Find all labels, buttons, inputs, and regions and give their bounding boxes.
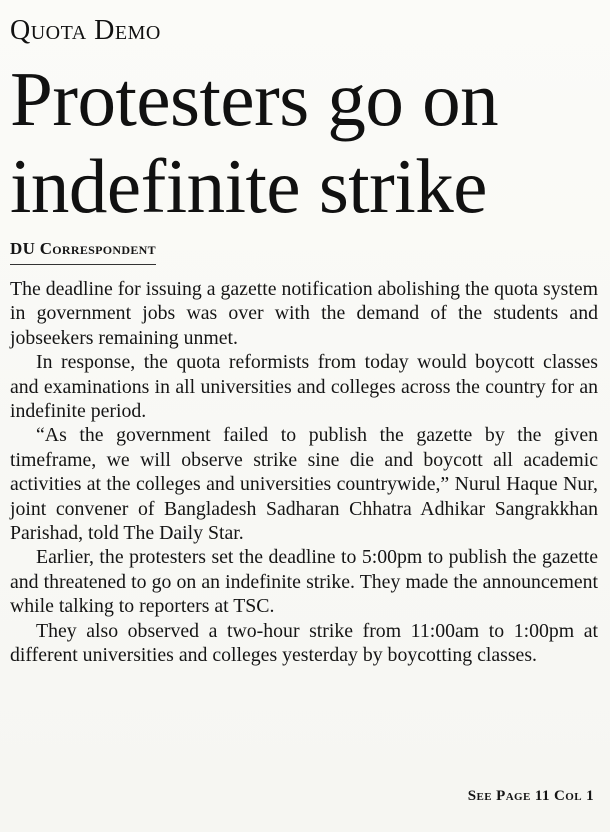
paragraph: The deadline for issuing a gazette notification abolishing the quota system in government jobs was over with the demand of the students and jobseekers remaining unmet. <box>10 278 598 349</box>
continued-on-page-note: See Page 11 Col 1 <box>467 788 594 804</box>
section-kicker: Quota Demo <box>10 15 161 46</box>
paragraph: They also observed a two-hour strike from 11:00am to 1:00pm at different universities and colleges yesterday by boycotting classes. <box>10 619 598 667</box>
byline: DU Correspondent <box>10 238 156 265</box>
paragraph: In response, the quota reformists from today would boycott classes and examinations in all universities and colleges across the country for an indefinite period. <box>10 351 598 423</box>
headline: Protesters go on indefinite strike <box>10 56 499 229</box>
article-body <box>10 277 598 668</box>
paragraph: Earlier, the protesters set the deadline to 5:00pm to publish the gazette and threatened to go on an indefinite strike. They made the announcement while talking to reporters at TSC. <box>10 546 598 618</box>
paragraph: “As the government failed to publish the gazette by the given timeframe, we will observe strike sine die and boycott all academic activities at the colleges and universities countrywide,” Nurul Haque Nur, joint convener of Bangladesh Sadharan Chhatra Adhikar Sangrakkhan Parishad, told The Daily Star. <box>10 424 598 545</box>
